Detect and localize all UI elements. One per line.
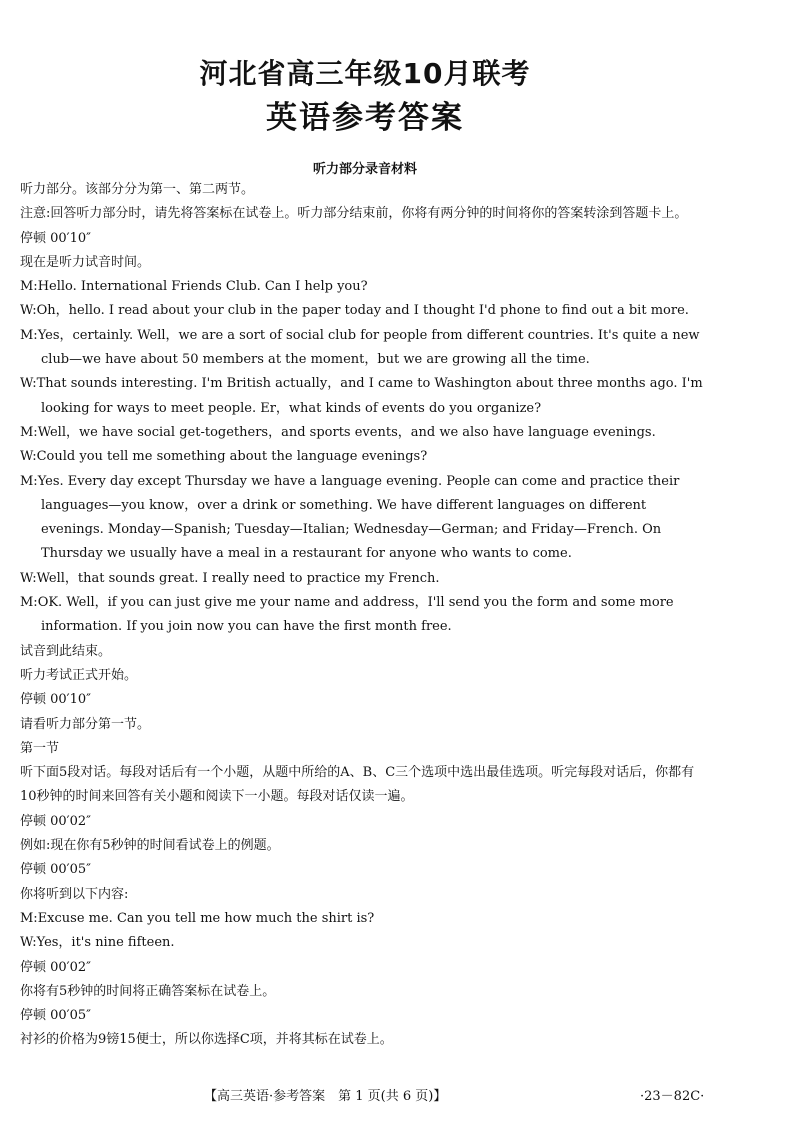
subsection-heading: 第一节 xyxy=(20,740,60,756)
text-line: 例如:现在你有5秒钟的时间看试卷上的例题。 xyxy=(20,838,280,854)
dialogue-line: M:Well，we have social get-togethers，and sports events，and we also have language evenings. xyxy=(20,424,656,440)
dialogue-line: W:Oh，hello. I read about your club in the paper today and I thought I'd phone to find out a bit more. xyxy=(20,303,689,319)
section-title: 听力部分录音材料 xyxy=(312,162,417,177)
text-line: 听力考试正式开始。 xyxy=(20,667,138,683)
text-line: 你将听到以下内容: xyxy=(20,886,129,902)
text-paragraph: 听下面5段对话。每段对话后有一个小题，从题中所给的A、B、C三个选项中选出最佳选项。听完每段对话后，你都有10秒钟的时间来回答有关小题和阅读下一小题。每段对话仅读一遍。 xyxy=(20,765,695,805)
pause-marker: 停顿 00′02″ xyxy=(20,959,92,975)
text-line: 请看听力部分第一节。 xyxy=(20,716,151,732)
transcript-body xyxy=(20,178,710,1053)
page-footer xyxy=(0,1085,794,1111)
dialogue-line: W:That sounds interesting. I'm British actually，and I came to Washington about three months ago. I'm looking for ways to meet people. Er，what kinds of events do you organize? xyxy=(20,376,703,416)
dialogue-line: W:Could you tell me something about the language evenings? xyxy=(20,449,428,465)
dialogue-line: M:OK. Well，if you can just give me your name and address，I'll send you the form and some more information. If you join now you can have the first month free. xyxy=(20,595,674,635)
dialogue-line: M:Hello. International Friends Club. Can I help you? xyxy=(20,279,368,295)
dialogue-line: W:Yes，it's nine fifteen. xyxy=(20,935,175,951)
pause-marker: 停顿 00′05″ xyxy=(20,862,92,878)
text-line: 衬衫的价格为9镑15便士，所以你选择C项，并将其标在试卷上。 xyxy=(20,1032,393,1048)
text-line: 试音到此结束。 xyxy=(20,643,112,659)
document-subtitle: 英语参考答案 xyxy=(266,100,464,136)
text-line: 你将有5秒钟的时间将正确答案标在试卷上。 xyxy=(20,983,276,999)
text-line: 现在是听力试音时间。 xyxy=(20,254,151,270)
footer-code: ·23－82C· xyxy=(640,1089,705,1104)
dialogue-line: M:Yes，certainly. Well，we are a sort of social club for people from different countries. It's quite a new club—we have about 50 members at the moment，but we are growing all the time. xyxy=(20,327,700,368)
pause-marker: 停顿 00′05″ xyxy=(20,1008,92,1024)
text-line: 听力部分。该部分分为第一、第二两节。 xyxy=(20,182,255,197)
dialogue-line: W:Well，that sounds great. I really need to practice my French. xyxy=(20,570,440,586)
footer-page-info: 【高三英语·参考答案 第 1 页(共 6 页)】 xyxy=(204,1089,447,1104)
pause-marker: 停顿 00′10″ xyxy=(20,692,92,708)
pause-marker: 停顿 00′02″ xyxy=(20,813,92,829)
dialogue-line: M:Excuse me. Can you tell me how much the shirt is? xyxy=(20,910,375,926)
document-title: 河北省高三年级10月联考 xyxy=(199,57,531,90)
pause-marker: 停顿 00′10″ xyxy=(20,230,92,246)
text-paragraph: 注意:回答听力部分时，请先将答案标在试卷上。听力部分结束前，你将有两分钟的时间将你的答案转涂到答题卡上。 xyxy=(20,206,688,222)
dialogue-line: M:Yes. Every day except Thursday we have a language evening. People can come and practice their languages—you know，over a drink or something. We have different languages on different evenings. Monday—Spanish; Tuesday—Italian; Wednesday—German; and Friday—French. On Thursday we usually have a meal in a restaurant for anyone who wants to come. xyxy=(20,473,680,562)
